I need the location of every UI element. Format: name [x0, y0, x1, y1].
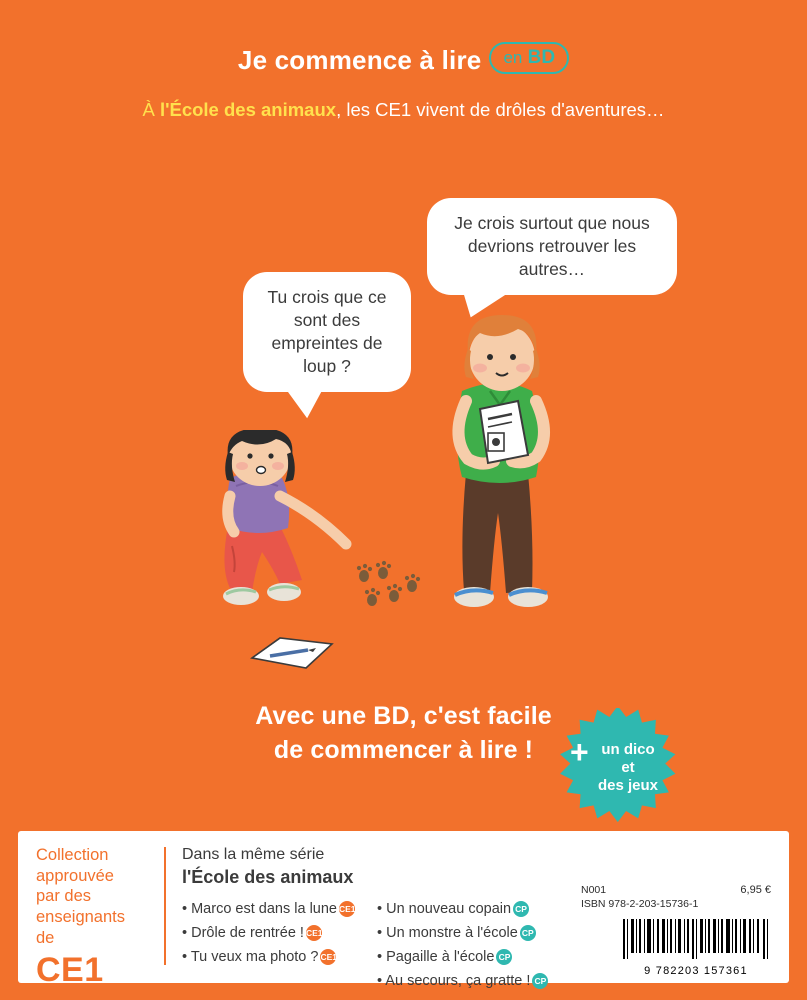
collection-line-5: de — [36, 928, 55, 947]
illustration-area — [0, 175, 807, 700]
starburst-label — [540, 708, 690, 828]
title-text: • Marco est dans la lune — [182, 901, 337, 918]
same-series-heading-line-1: Dans la même série — [182, 846, 325, 863]
title-text: • Tu veux ma photo ? — [182, 949, 319, 966]
barcode-bars — [621, 919, 771, 959]
subtitle-highlight: l'École des animaux — [159, 99, 337, 120]
title-text: • Pagaille à l'école — [377, 949, 495, 966]
list-item[interactable] — [182, 946, 355, 970]
level-badge: CP — [532, 973, 548, 989]
series-title-line — [238, 44, 569, 76]
collection-line-2: approuvée — [36, 866, 114, 885]
collection-line-3: par des — [36, 887, 92, 906]
starburst-line-2: et — [621, 758, 635, 776]
same-series-block — [182, 845, 622, 994]
starburst-line-1: un dico — [601, 740, 655, 758]
subtitle — [0, 98, 807, 122]
list-item[interactable] — [377, 970, 548, 994]
tagline-line-1: Avec une BD, c'est facile — [255, 702, 552, 730]
boy-character — [418, 305, 598, 645]
speech-bubble-girl-tail — [287, 386, 329, 421]
level-badge: CE1 — [339, 901, 355, 917]
title-text: • Au secours, ça gratte ! — [377, 972, 531, 989]
bd-badge-en: en — [503, 48, 523, 67]
title-text: • Drôle de rentrée ! — [182, 925, 304, 942]
collection-line-4: enseignants — [36, 907, 125, 926]
page-title: Je commence à lire — [237, 44, 482, 75]
isbn: ISBN 978-2-203-15736-1 — [581, 898, 699, 911]
collection-block — [36, 845, 156, 992]
product-code: N001 — [581, 884, 607, 896]
metadata-block — [581, 883, 771, 911]
title-text: • Un nouveau copain — [377, 901, 512, 918]
footer-panel — [18, 831, 789, 990]
speech-bubble-boy-text: Je crois surtout que nous devrions retrouver les autres… — [454, 213, 650, 280]
speech-bubble-girl-text: Tu crois que ce sont des empreintes de loup ? — [267, 287, 387, 377]
barcode — [621, 919, 771, 975]
bd-badge — [489, 42, 569, 74]
starburst-badge — [540, 708, 690, 828]
level-badge: CE1 — [320, 949, 336, 965]
level-badge: CP — [513, 901, 529, 917]
list-item[interactable] — [377, 922, 548, 946]
paw-prints — [350, 560, 440, 620]
list-item[interactable] — [182, 898, 355, 922]
header — [0, 0, 807, 122]
subtitle-prefix: À — [142, 99, 160, 120]
starburst-line-3: des jeux — [597, 777, 659, 795]
list-item[interactable] — [377, 898, 548, 922]
price: 6,95 € — [740, 884, 771, 896]
speech-bubble-boy — [427, 198, 677, 295]
same-series-heading-line-2: l'École des animaux — [182, 866, 354, 887]
bd-badge-bd: BD — [527, 47, 556, 68]
tagline-line-2: de commencer à lire ! — [273, 735, 534, 764]
notebook-prop — [248, 630, 336, 672]
level-badge: CP — [496, 949, 512, 965]
level-badge: CP — [520, 925, 536, 941]
level-badge: CE1 — [306, 925, 322, 941]
titles-column-1 — [182, 898, 355, 994]
same-series-heading — [182, 845, 622, 889]
list-item[interactable] — [182, 922, 355, 946]
title-text: • Un monstre à l'école — [377, 925, 518, 942]
footer-divider — [164, 847, 166, 965]
titles-column-2 — [377, 898, 548, 994]
collection-level: CE1 — [36, 951, 104, 990]
collection-line-1: Collection — [36, 846, 109, 864]
list-item[interactable] — [377, 946, 548, 970]
subtitle-rest: , les CE1 vivent de drôles d'aventures… — [336, 99, 665, 120]
plus-icon: + — [570, 734, 589, 770]
speech-bubble-girl — [243, 272, 411, 392]
barcode-number: 9 782203 157361 — [644, 965, 748, 977]
